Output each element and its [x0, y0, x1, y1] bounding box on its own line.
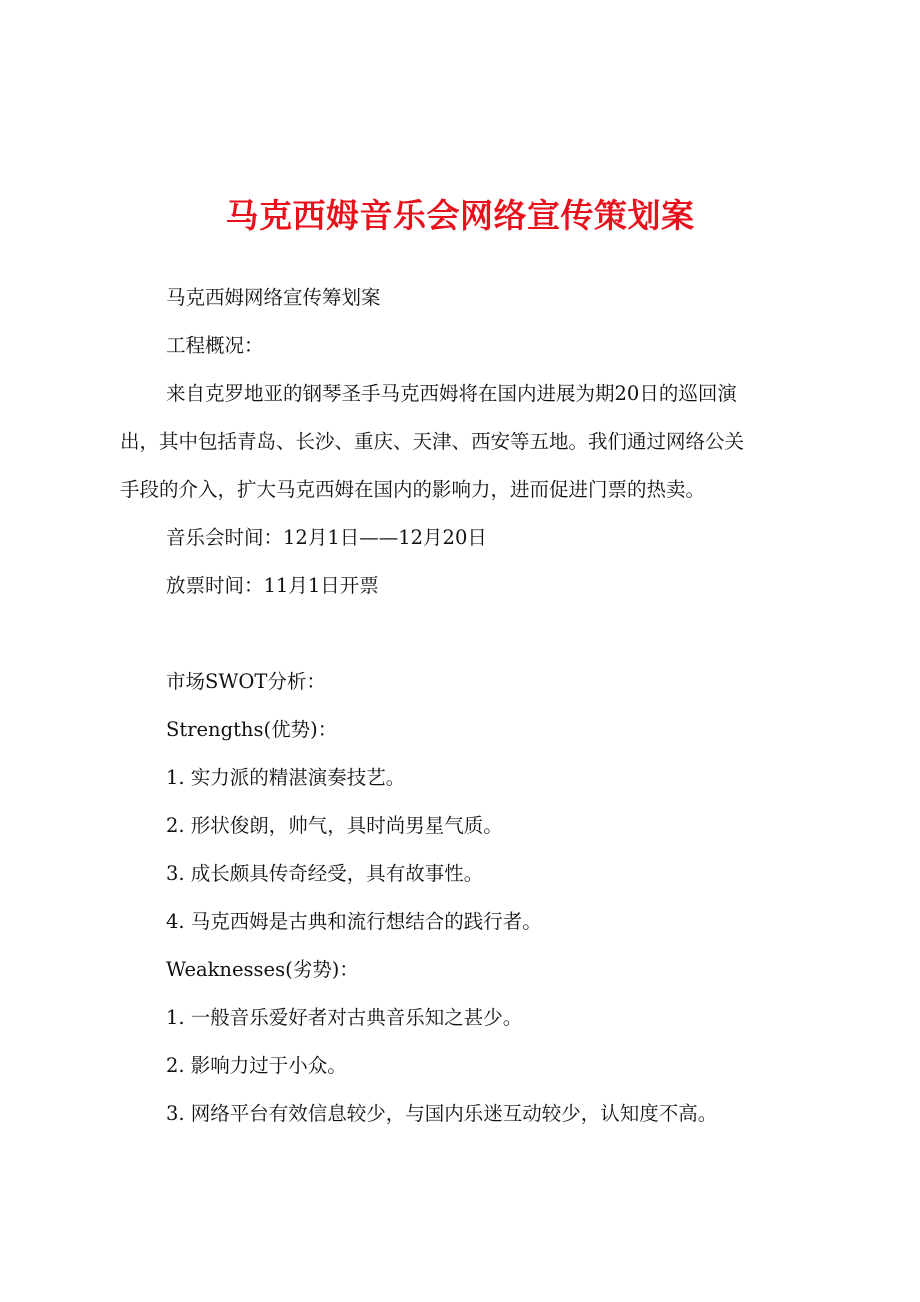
weaknesses-heading: Weaknesses(劣势)： [166, 958, 359, 981]
overview-line-1: 来自克罗地亚的钢琴圣手马克西姆将在国内进展为期20日的巡回演 [166, 382, 737, 405]
weakness-item-3: 3. 网络平台有效信息较少，与国内乐迷互动较少，认知度不高。 [166, 1102, 718, 1125]
strength-item-1: 1. 实力派的精湛演奏技艺。 [166, 766, 406, 789]
overview-heading: 工程概况： [166, 334, 264, 357]
strengths-heading: Strengths(优势)： [166, 718, 338, 741]
strength-item-2: 2. 形状俊朗，帅气，具时尚男星气质。 [166, 814, 503, 837]
strength-item-4: 4. 马克西姆是古典和流行想结合的践行者。 [166, 910, 542, 933]
swot-heading: 市场SWOT分析： [166, 670, 326, 693]
weakness-item-2: 2. 影响力过于小众。 [166, 1054, 347, 1077]
strength-item-3: 3. 成长颇具传奇经受，具有故事性。 [166, 862, 484, 885]
plan-subtitle: 马克西姆网络宣传筹划案 [166, 286, 381, 309]
ticket-time: 放票时间：11月1日开票 [166, 574, 379, 597]
document-title: 马克西姆音乐会网络宣传策划案 [225, 196, 695, 235]
concert-time: 音乐会时间：12月1日——12月20日 [166, 526, 487, 549]
weakness-item-1: 1. 一般音乐爱好者对古典音乐知之甚少。 [166, 1006, 523, 1029]
overview-line-3: 手段的介入，扩大马克西姆在国内的影响力，进而促进门票的热卖。 [120, 478, 706, 501]
overview-line-2: 出，其中包括青岛、长沙、重庆、天津、西安等五地。我们通过网络公关 [120, 430, 745, 453]
